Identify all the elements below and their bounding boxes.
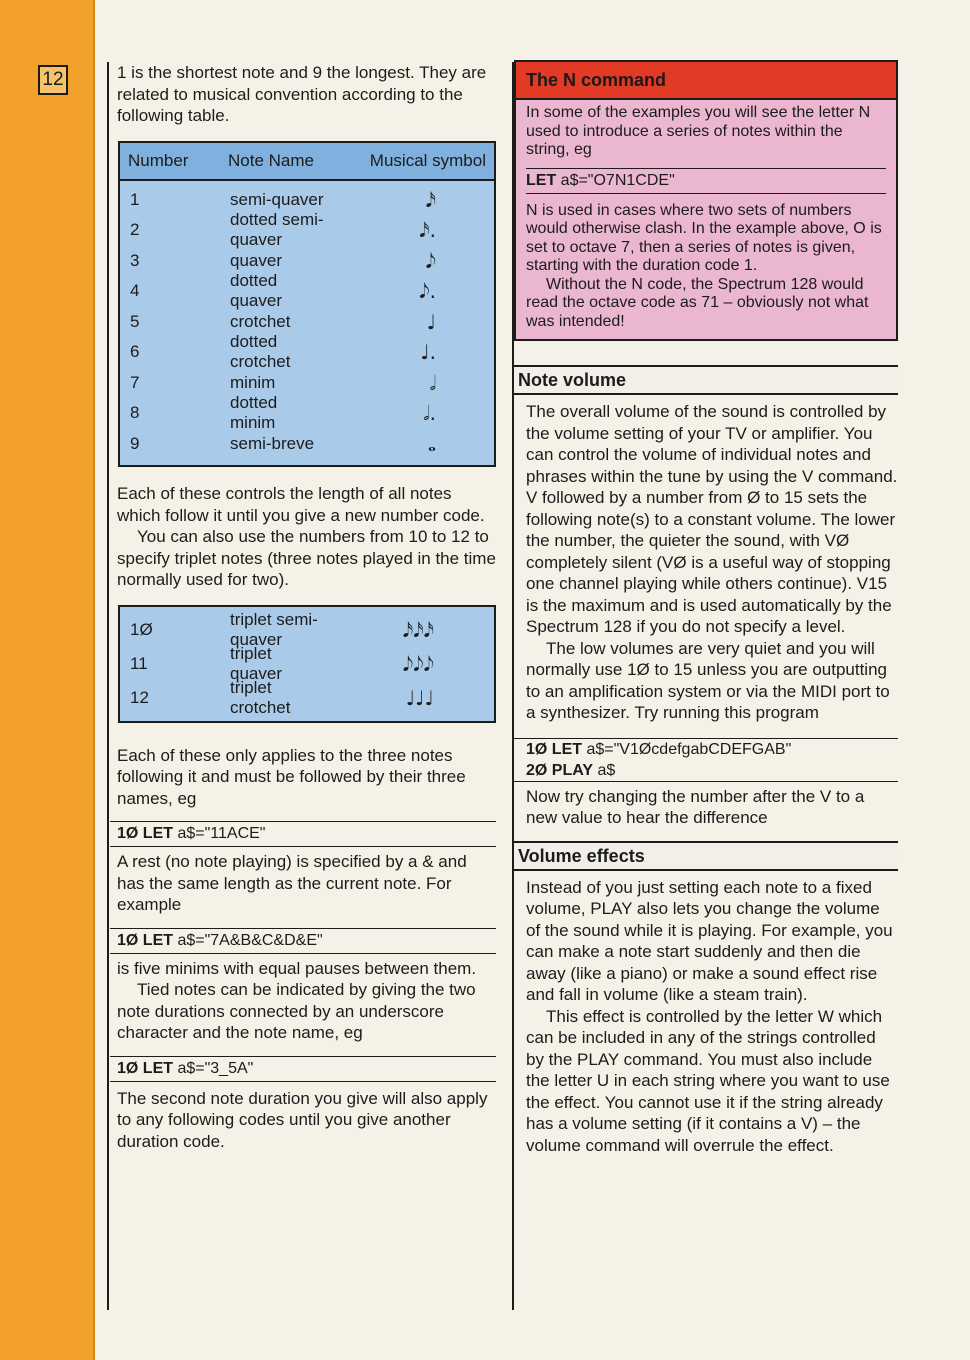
code-keyword: LET [526, 171, 557, 189]
row-note-name: crotchet [230, 311, 291, 331]
row-number: 12 [130, 687, 149, 707]
note-symbol-icon: 𝅘𝅥𝅯. [419, 218, 436, 243]
paragraph: Now try changing the number after the V to a new value to hear the difference [526, 786, 865, 827]
row-note-name: dotted quaver [230, 271, 282, 311]
table-row [120, 677, 494, 717]
table-row [120, 332, 494, 372]
code-text: a$="7A&B&C&D&E" [173, 931, 323, 949]
table-row [120, 429, 494, 460]
row-note-name: triplet semi-quaver [230, 609, 318, 649]
note-symbol-icon: 𝅗𝅥 [429, 370, 436, 395]
code-text: a$ [593, 761, 616, 779]
triplet-symbol-icon: 𝅘𝅥𝅮𝅘𝅥𝅮𝅘𝅥𝅮 [402, 651, 434, 676]
code-text: a$="11ACE" [173, 825, 266, 842]
paragraph: A rest (no note playing) is specified by a & and has the same length as the current note. For example [117, 852, 467, 914]
table-row [120, 393, 494, 433]
header-musical-symbol: Musical symbol [369, 150, 486, 170]
code-line [526, 760, 898, 781]
paragraph: In some of the examples you will see the letter N used to introduce a series of notes within the string, eg [526, 104, 871, 158]
left-column-rule [107, 62, 109, 1310]
code-example [110, 1056, 496, 1082]
row-note-name: minim [230, 372, 276, 392]
row-number: 8 [130, 403, 140, 423]
code-line [526, 739, 898, 760]
code-example [110, 821, 496, 847]
paragraph: N is used in cases where two sets of numbers would otherwise clash. In the example above, O is set to octave 7, then a series of notes is given, starting with the duration code 1. [526, 201, 882, 274]
table-row [120, 210, 494, 250]
table-row [120, 609, 494, 649]
paragraph: is five minims with equal pauses between them. [117, 958, 477, 978]
right-column [514, 60, 898, 1156]
code-text: a$="O7N1CDE" [556, 171, 675, 189]
paragraph: This effect is controlled by the letter W which can be included in any of the strings controlled by the PLAY command. You must also include the letter U in each string where you want to use the effect. You cannot use it if the string already has a volume setting (if it contains a V) – the volume command will overrule the effect. [526, 1006, 890, 1155]
row-number: 1Ø [130, 619, 153, 639]
n-command-box [514, 60, 898, 341]
paragraph: Each of these only applies to the three notes following it and must be followed by their three names, eg [117, 745, 466, 808]
paragraph: The low volumes are very quiet and you will normally use 1Ø to 15 unless you are outputting to an amplification system or via the MIDI port to a synthesizer. Try running this program [526, 638, 890, 722]
note-symbol-icon: ♩. [420, 340, 436, 365]
row-note-name: triplet crotchet [230, 677, 291, 717]
code-text: a$="V1ØcdefgabCDEFGAB" [582, 740, 792, 758]
paragraph: Instead of you just setting each note to a fixed volume, PLAY also lets you change the volume of the sound while it is playing. For example, you can make a note start suddenly and then die away (like a piano) or make a sound effect rise and fall in volume (like a steam train). [526, 877, 893, 1004]
row-number: 2 [130, 220, 140, 240]
intro-paragraph: 1 is the shortest note and 9 the longest. They are related to musical convention according to the following table. [117, 63, 487, 125]
code-example [514, 738, 898, 782]
paragraph: The second note duration you give will also apply to any following codes until you give another duration code. [117, 1088, 488, 1151]
header-note-name: Note Name [228, 150, 314, 170]
left-column [110, 60, 496, 1152]
code-example [110, 928, 496, 954]
row-number: 4 [130, 281, 140, 301]
code-keyword: 2Ø PLAY [526, 761, 593, 779]
code-keyword: 1Ø LET [526, 740, 583, 758]
row-note-name: dotted crotchet [230, 332, 291, 372]
page-number: 12 [38, 65, 68, 95]
row-note-name: quaver [230, 250, 282, 270]
table-row [120, 643, 494, 683]
paragraph: You can also use the numbers from 10 to 12 to specify triplet notes (three notes played in the time normally used for two). [117, 527, 496, 589]
orange-margin-band [0, 0, 95, 1360]
note-symbol-icon: 𝅗𝅥. [423, 401, 436, 426]
paragraph: The overall volume of the sound is controlled by the volume setting of your TV or amplifier. You can control the volume of individual notes and phrases within the tune by using the V command. V followed by a number from Ø to 15 sets the following note(s) to a constant volume. The lower the number, the quieter the sound, with VØ completely silent (VØ is a useful way of stopping one channel playing while others continue). V15 is the maximum and is used automatically by the Spectrum 128 if you do not specify a level. [526, 402, 898, 636]
triplet-table [118, 605, 496, 723]
code-keyword: 1Ø LET [117, 825, 174, 842]
row-note-name: semi-breve [230, 433, 315, 453]
n-command-title: The N command [516, 62, 896, 100]
row-number: 11 [130, 653, 148, 673]
code-example [526, 168, 886, 194]
note-symbol-icon: 𝅘𝅥𝅯 [425, 187, 436, 212]
row-number: 7 [130, 372, 140, 392]
paragraph: Without the N code, the Spectrum 128 would read the octave code as 71 – obviously not what was intended! [526, 275, 869, 330]
row-number: 3 [130, 250, 140, 270]
note-symbol-icon: ♩ [426, 309, 436, 334]
note-symbol-icon: 𝅘𝅥𝅮. [419, 279, 436, 304]
section-heading-volume-effects: Volume effects [514, 841, 898, 871]
section-heading-note-volume: Note volume [514, 365, 898, 395]
code-keyword: 1Ø LET [117, 1059, 174, 1077]
row-number: 1 [130, 189, 140, 209]
code-keyword: 1Ø LET [117, 931, 174, 949]
table-header [120, 143, 494, 181]
note-length-table [118, 141, 496, 468]
row-note-name: dotted semi-quaver [230, 210, 324, 250]
row-note-name: triplet quaver [230, 643, 282, 683]
header-number: Number [128, 150, 189, 170]
note-symbol-icon: 𝅝 [428, 431, 436, 456]
row-note-name: semi-quaver [230, 189, 324, 209]
table-row [120, 271, 494, 311]
paragraph: Each of these controls the length of all notes which follow it until you give a new number code. [117, 484, 485, 525]
note-symbol-icon: 𝅘𝅥𝅮 [425, 248, 436, 273]
row-number: 5 [130, 311, 140, 331]
row-number: 9 [130, 433, 140, 453]
triplet-symbol-icon: ♩♩♩ [405, 685, 434, 710]
row-number: 6 [130, 342, 140, 362]
paragraph: Tied notes can be indicated by giving the two note durations connected by an underscore character and the note name, eg [117, 980, 476, 1042]
triplet-symbol-icon: 𝅘𝅥𝅯𝅘𝅥𝅯𝅘𝅥𝅯 [402, 617, 434, 642]
code-text: a$="3_5A" [173, 1059, 254, 1077]
row-note-name: dotted minim [230, 393, 278, 433]
